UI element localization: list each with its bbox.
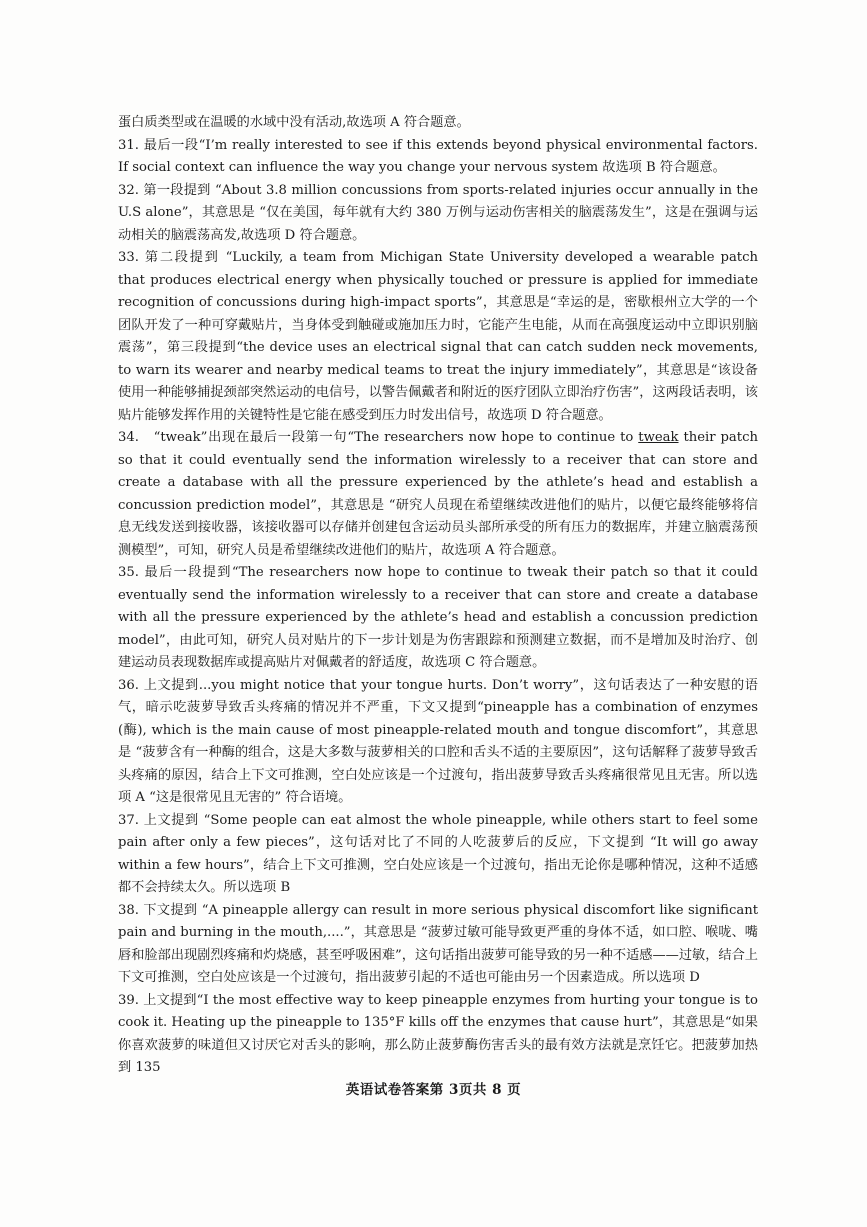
paragraph-33: 33. 第二段提到 “Luckily, a team from Michigan State University developed a wearable patch that produces electrical energy when physically touched or pressure is applied for immediate recognition of concussions during high-impact sports”，其意思是“幸运的是，密歇根州立大学的一个团队开发了一种可穿戴贴片，当身体受到触碰或施加压力时，它能产生电能，从而在高强度运动中立即识别脑震荡”，第三段提到“the device uses an electrical signal that can catch sudden neck movements, to warn its wearer and nearby medical teams to treat the injury immediately”，其意思是“该设备使用一种能够捕捉颈部突然运动的电信号，以警告佩戴者和附近的医疗团队立即治疗伤害”，这两段话表明，该贴片能够发挥作用的关键特性是它能在感受到压力时发出信号，故选项 D 符合题意。 xyxy=(118,250,758,423)
paragraph-39: 39. 上文提到“I the most effective way to keep pineapple enzymes from hurting your tongue is to cook it. Heating up the pineapple to 135°F kills off the enzymes that cause hurt”，其意思是“如果你喜欢菠萝的味道但又讨厌它对舌头的影响，那么防止菠萝酶伤害舌头的最有效方法就是烹饪它。把菠萝加热到 135 xyxy=(118,992,758,1075)
paragraph-34-rest: their patch so that it could eventually send the information wirelessly to a receiver that can store and create a database with all the pressure experienced by the athlete’s head and establish a concussion prediction model”，其意思是 “研究人员现在希望继续改进他们的贴片，以便它最终能够将信息无线发送到接收器，该接收器可以存储并创建包含运动员头部所承受的所有压力的数据库，并建立脑震荡预测模型”，可知，研究人员是希望继续改进他们的贴片，故选项 A 符合题意。 xyxy=(118,430,758,558)
underlined-word-tweak: tweak xyxy=(638,430,679,445)
paragraph-30-continued: 蛋白质类型或在温暖的水域中没有活动,故选项 A 符合题意。 xyxy=(118,115,470,130)
page-footer: 英语试卷答案第 3页共 8 页 xyxy=(345,1082,522,1098)
answer-explanations xyxy=(118,112,758,1080)
paragraph-38: 38. 下文提到 “A pineapple allergy can result in more serious physical discomfort like significant pain and burning in the mouth,....”，其意思是 “菠萝过敏可能导致更严重的身体不适，如口腔、喉咙、嘴唇和脸部出现剧烈疼痛和灼烧感，甚至呼吸困难”，这句话指出菠萝可能导致的另一种不适感——过敏，结合上下文可推测，空白处应该是一个过渡句，指出菠萝引起的不适也可能由另一个因素造成。所以选项 D xyxy=(118,902,758,985)
paragraph-37: 37. 上文提到 “Some people can eat almost the whole pineapple, while others start to feel some pain after only a few pieces”，这句话对比了不同的人吃菠萝后的反应，下文提到 “It will go away within a few hours”，结合上下文可推测，空白处应该是一个过渡句，指出无论你是哪种情况，这种不适感都不会持续太久。所以选项 B xyxy=(118,812,758,895)
paragraph-31: 31. 最后一段“I’m really interested to see if this extends beyond physical environmental factors. If social context can influence the way you change your nervous system 故选项 B 符合题意。 xyxy=(118,137,758,175)
paragraph-35: 35. 最后一段提到“The researchers now hope to continue to tweak their patch so that it could eventually send the information wirelessly to a receiver that can store and create a database with all the pressure experienced by the athlete’s head and establish a concussion prediction model”，由此可知，研究人员对贴片的下一步计划是为伤害跟踪和预测建立数据，而不是增加及时治疗、创建运动员表现数据库或提高贴片对佩戴者的舒适度，故选项 C 符合题意。 xyxy=(118,565,758,670)
paragraph-32: 32. 第一段提到 “About 3.8 million concussions from sports-related injuries occur annually in the U.S alone”，其意思是 “仅在美国，每年就有大约 380 万例与运动伤害相关的脑震荡发生”，这是在强调与运动相关的脑震荡高发,故选项 D 符合题意。 xyxy=(118,182,758,243)
paragraph-34 xyxy=(118,427,758,562)
paragraph-36: 36. 上文提到...you might notice that your tongue hurts. Don’t worry”，这句话表达了一种安慰的语气，暗示吃菠萝导致舌头疼痛的情况并不严重，下文又提到“pineapple has a combination of enzymes (酶), which is the main cause of most pineapple-related mouth and tongue discomfort”，其意思是 “菠萝含有一种酶的组合，这是大多数与菠萝相关的口腔和舌头不适的主要原因”，这句话解释了菠萝导致舌头疼痛的原因，结合上下文可推测，空白处应该是一个过渡句，指出菠萝导致舌头疼痛很常见且无害。所以选项 A “这是很常见且无害的” 符合语境。 xyxy=(118,677,758,805)
paragraph-34-start: 34. “tweak”出现在最后一段第一句“The researchers now hope to continue to xyxy=(118,430,639,445)
